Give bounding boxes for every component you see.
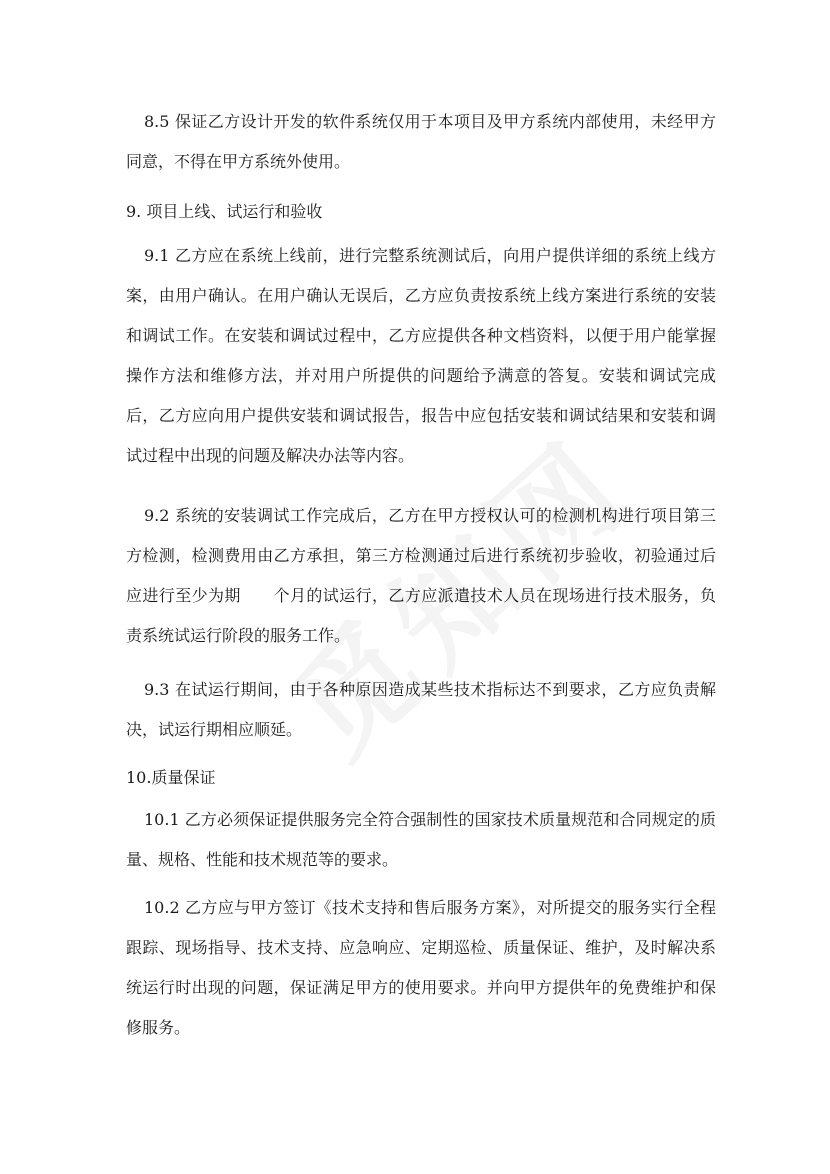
section-heading-10: 10.质量保证: [126, 768, 216, 787]
section-heading-9: 9. 项目上线、试运行和验收: [126, 202, 323, 221]
paragraph-9-2: 9.2 系统的安装调试工作完成后，乙方在甲方授权认可的检测机构进行项目第三方检测，检测费用由乙方承担，第三方检测通过后进行系统初步验收，初验通过后应进行至少为期 个月的试运行，乙方应派遣技术人员在现场进行技术服务，负责系统试运行阶段的服务工作。: [126, 506, 716, 645]
paragraph-9-1: 9.1 乙方应在系统上线前，进行完整系统测试后，向用户提供详细的系统上线方案，由用户确认。在用户确认无误后，乙方应负责按系统上线方案进行系统的安装和调试工作。在安装和调试过程中，乙方应提供各种文档资料，以便于用户能掌握操作方法和维修方法，并对用户所提供的问题给予满意的答复。安装和调试完成后，乙方应向用户提供安装和调试报告，报告中应包括安装和调试结果和安装和调试过程中出现的问题及解决办法等内容。: [126, 246, 716, 465]
paragraph-8-5: 8.5 保证乙方设计开发的软件系统仅用于本项目及甲方系统内部使用，未经甲方同意，不得在甲方系统外使用。: [126, 112, 716, 171]
paragraph-10-1: 10.1 乙方必须保证提供服务完全符合强制性的国家技术质量规范和合同规定的质量、规格、性能和技术规范等的要求。: [126, 810, 716, 869]
paragraph-10-2: 10.2 乙方应与甲方签订《技术支持和售后服务方案》，对所提交的服务实行全程跟踪、现场指导、技术支持、应急响应、定期巡检、质量保证、维护，及时解决系统运行时出现的问题，保证满足甲方的使用要求。并向甲方提供年的免费维护和保修服务。: [126, 898, 716, 1037]
paragraph-9-3: 9.3 在试运行期间，由于各种原因造成某些技术指标达不到要求，乙方应负责解决，试运行期相应顺延。: [126, 680, 716, 739]
